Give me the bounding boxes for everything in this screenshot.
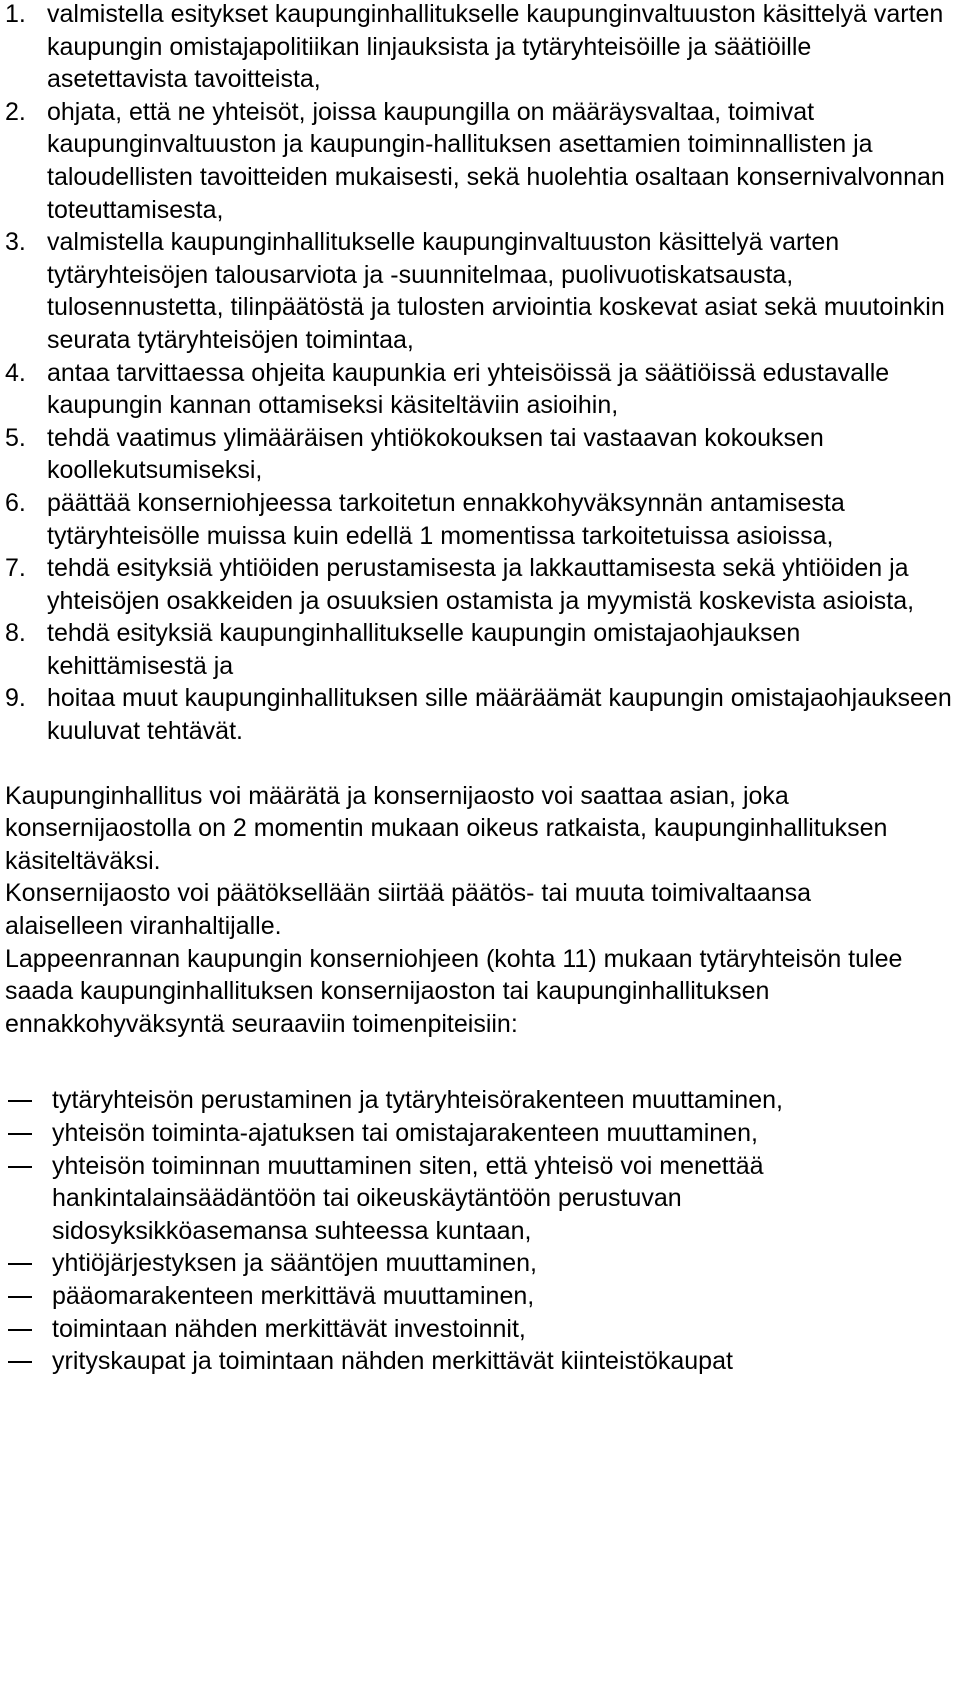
list-text: ohjata, että ne yhteisöt, joissa kaupungilla on määräysvaltaa, toimivat kaupunginvaltuuston ja kaupungin-hallituksen asettamien toiminnallisten ja taloudellisten tavoitteiden mukaisesti, sekä huolehtia osaltaan konsernivalvonnan toteuttamisesta, [47,97,945,224]
list-text: päättää konserniohjeessa tarkoitetun ennakkohyväksynnän antamisesta tytäryhteisölle muissa kuin edellä 1 momentissa tarkoitetuissa asioissa, [47,488,845,550]
list-text: tehdä esityksiä yhtiöiden perustamisesta ja lakkauttamisesta sekä yhtiöiden ja yhteisöjen osakkeiden ja osuuksien ostamista ja myymistä koskevista asioista, [47,554,915,615]
list-number: 6. [5,488,26,517]
list-item [0,226,960,356]
list-item [0,552,960,617]
dash-item-text: yhteisön toiminta-ajatuksen tai omistajarakenteen muuttaminen, [52,1119,758,1147]
dash-list-item [0,1084,932,1117]
list-text: valmistella esitykset kaupunginhallitukselle kaupunginvaltuuston käsittelyä varten kaupungin omistajapolitiikan linjauksista ja tytäryhteisöille ja säätiöille asetettavista tavoitteista, [47,0,944,94]
list-number: 1. [5,0,26,28]
list-number: 9. [5,684,26,713]
dash-bullet-icon [8,1296,32,1298]
list-item [0,487,960,552]
dash-item-text: toimintaan nähden merkittävät investoinnit, [52,1314,526,1343]
dash-list-item [0,1117,932,1150]
paragraph-referral: Kaupunginhallitus voi määrätä ja konsernijaosto voi saattaa asian, joka konsernijaostolla on 2 momentin mukaan oikeus ratkaista, kaupunginhallituksen käsiteltäväksi. [5,781,888,875]
dash-bullet-icon [8,1361,32,1363]
list-number: 7. [5,554,26,583]
list-item [0,682,960,747]
dash-bullet-icon [8,1100,32,1102]
dash-bullet-icon [8,1166,32,1168]
list-number: 5. [5,423,26,452]
dash-list-item [0,1345,932,1378]
list-number: 2. [5,97,26,126]
dash-item-text: yhteisön toiminnan muuttaminen siten, että yhteisö voi menettää hankintalainsäädäntöön tai oikeuskäytäntöön perustuvan sidosyksikköasemansa suhteessa kuntaan, [52,1151,764,1245]
numbered-list [0,0,960,748]
dash-list-item [0,1280,932,1313]
list-text: hoitaa muut kaupunginhallituksen sille määräämät kaupungin omistajaohjaukseen kuuluvat tehtävät. [47,684,952,746]
list-item [0,0,960,96]
list-text: tehdä vaatimus ylimääräisen yhtiökokouksen tai vastaavan kokouksen koollekutsumiseksi, [47,423,824,485]
list-item [0,422,960,487]
paragraph-approval-intro: Lappeenrannan kaupungin konserniohjeen (kohta 11) mukaan tytäryhteisön tulee saada kaupunginhallituksen konsernijaoston tai kaupunginhallituksen ennakkohyväksyntä seuraaviin toimenpiteisiin: [5,944,903,1038]
dash-item-text: yhtiöjärjestyksen ja sääntöjen muuttaminen, [52,1249,537,1278]
list-number: 4. [5,358,26,387]
dash-bullet-icon [8,1263,32,1265]
dash-list-item [0,1150,932,1248]
list-text: tehdä esityksiä kaupunginhallitukselle kaupungin omistajaohjauksen kehittämisestä ja [47,619,801,680]
list-number: 8. [5,619,26,648]
dash-item-text: yrityskaupat ja toimintaan nähden merkittävät kiinteistökaupat [52,1347,733,1376]
paragraph-block [0,780,960,1041]
dash-item-text: pääomarakenteen merkittävä muuttaminen, [52,1281,535,1310]
paragraph-delegation: Konsernijaosto voi päätöksellään siirtää päätös- tai muuta toimivaltaansa alaiselleen viranhaltijalle. [5,879,812,941]
dash-list [0,1084,960,1377]
list-text: valmistella kaupunginhallitukselle kaupunginvaltuuston käsittelyä varten tytäryhteisöjen talousarviota ja -suunnitelmaa, puolivuotiskatsausta, tulosennustetta, tilinpäätöstä ja tulosten arviointia koskevat asiat sekä muutoinkin seurata tytäryhteisöjen toimintaa, [47,228,945,354]
list-item [0,617,960,682]
dash-list-item [0,1313,932,1346]
list-item [0,96,960,226]
list-text: antaa tarvittaessa ohjeita kaupunkia eri yhteisöissä ja säätiöissä edustavalle kaupungin kannan ottamiseksi käsiteltäviin asioihin, [47,358,890,420]
dash-bullet-icon [8,1133,32,1135]
dash-item-text: tytäryhteisön perustaminen ja tytäryhteisörakenteen muuttaminen, [52,1086,783,1115]
list-item [0,357,960,422]
dash-list-item [0,1247,932,1280]
list-number: 3. [5,228,26,257]
dash-bullet-icon [8,1329,32,1331]
